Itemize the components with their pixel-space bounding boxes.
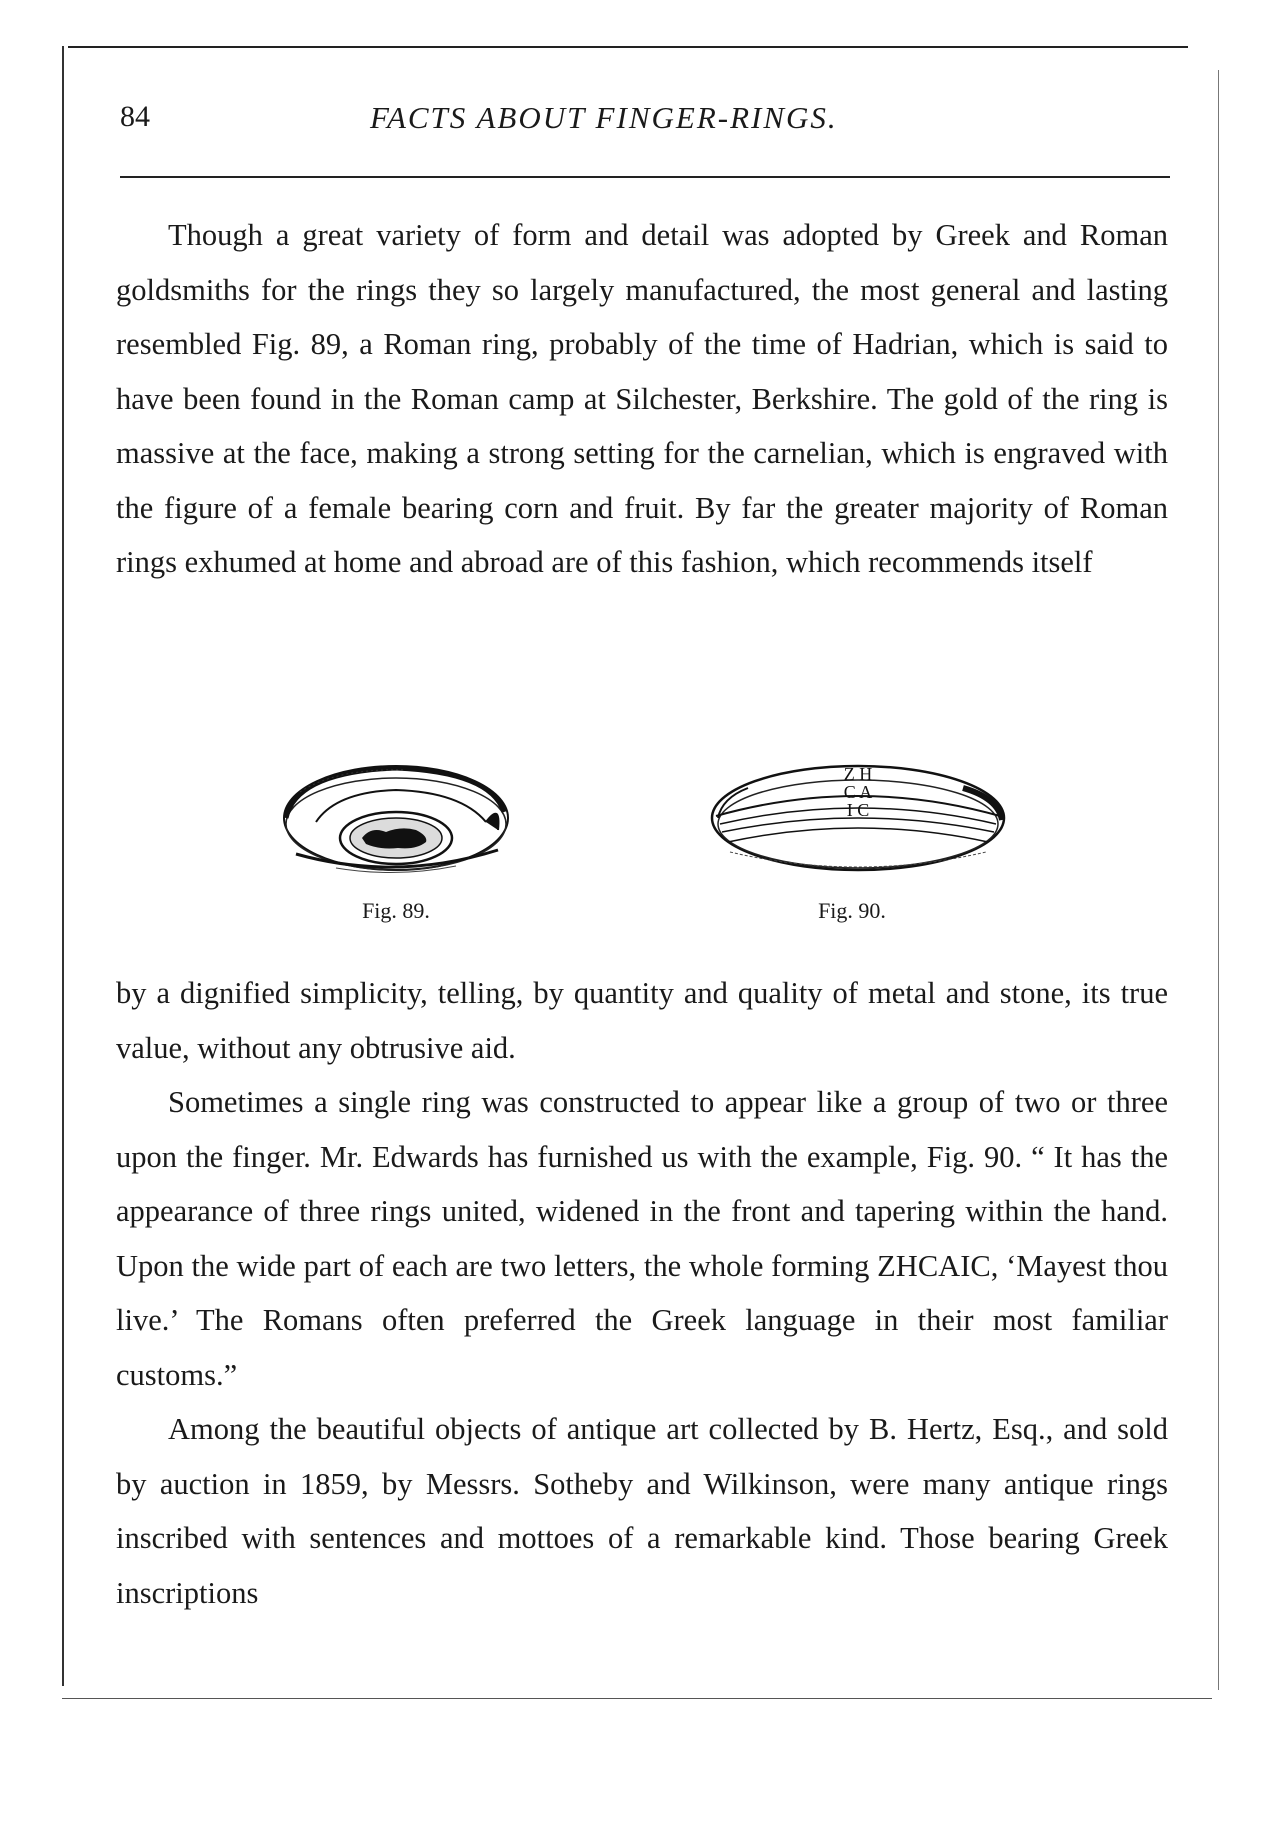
paragraph-1-continued: by a dignified simplicity, telling, by quantity and quality of metal and stone, its true value, without any obtrusive aid. xyxy=(116,976,1168,1065)
figure-90-caption: Fig. 90. xyxy=(818,898,886,923)
left-border-rule xyxy=(62,46,64,1686)
top-border-rule xyxy=(68,46,1188,48)
figure-89-caption: Fig. 89. xyxy=(362,898,430,923)
figure-90 xyxy=(708,758,1008,876)
inscription-row-1: Z H xyxy=(843,764,873,784)
page-header xyxy=(120,100,1170,144)
right-border-rule xyxy=(1218,70,1219,1690)
text-block-top xyxy=(116,208,1168,590)
figure-89 xyxy=(276,752,516,880)
running-title: FACTS ABOUT FINGER-RINGS. xyxy=(370,100,838,135)
roman-ring-illustration xyxy=(276,752,516,880)
page-number: 84 xyxy=(120,100,150,133)
bottom-border-rule xyxy=(62,1698,1212,1699)
three-band-ring-illustration xyxy=(708,758,1008,876)
paragraph-2: Sometimes a single ring was constructed to appear like a group of two or three upon the finger. Mr. Edwards has furnished us with the example, Fig. 90. “ It has the appearance of three rings united, widened in the front and tapering within the hand. Upon the wide part of each are two letters, the whole forming ZHCAIC, ‘Mayest thou live.’ The Romans often preferred the Greek language in their most familiar customs.” xyxy=(116,1085,1168,1392)
paragraph-1: Though a great variety of form and detail was adopted by Greek and Roman goldsmiths for the rings they so largely manufactured, the most general and lasting resembled Fig. 89, a Roman ring, probably of the time of Hadrian, which is said to have been found in the Roman camp at Silchester, Berkshire. The gold of the ring is massive at the face, making a strong setting for the carnelian, which is engraved with the figure of a female bearing corn and fruit. By far the greater majority of Roman rings exhumed at home and abroad are of this fashion, which recommends itself xyxy=(116,218,1168,579)
text-block-bottom xyxy=(116,966,1168,1620)
paragraph-3: Among the beautiful objects of antique art collected by B. Hertz, Esq., and sold by auction in 1859, by Messrs. Sotheby and Wilkinson, were many antique rings inscribed with sentences and mottoes of a remarkable kind. Those bearing Greek inscriptions xyxy=(116,1412,1168,1610)
inscription-row-2: C A xyxy=(843,782,873,802)
inscription-row-3: I C xyxy=(846,800,870,820)
header-rule xyxy=(120,176,1170,178)
